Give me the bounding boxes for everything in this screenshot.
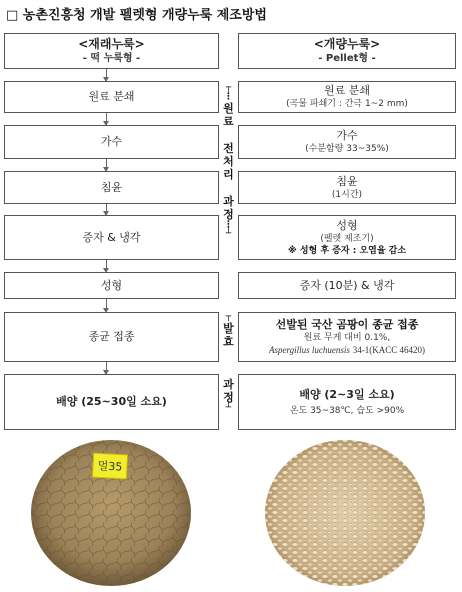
left-step-label: 원료 분쇄 — [88, 90, 135, 103]
left-step-label: 침윤 — [100, 180, 123, 194]
right-step-title: 배양 (2~3일 소요) — [299, 387, 395, 401]
ferment-char: 정 — [223, 391, 234, 404]
pretreat-char: 처 — [223, 155, 234, 168]
left-subheader: - 떡 누룩형 - — [82, 52, 141, 64]
pretreat-char: 원 — [223, 102, 234, 115]
left-step-label: 가수 — [100, 135, 123, 148]
right-step-title: 선발된 국산 곰팡이 종균 접종 — [275, 317, 419, 331]
pellet-nuruk-photo — [262, 438, 428, 588]
right-step-note: (1시간) — [331, 189, 363, 200]
left-header: <재래누룩> — [78, 36, 145, 51]
left-step-label: 증자 & 냉각 — [82, 230, 141, 244]
arrow-down — [106, 204, 107, 215]
right-step-note: (펠렛 제조기) — [320, 233, 374, 244]
left-step-steam — [4, 215, 219, 260]
left-step-inoculate — [4, 312, 219, 362]
right-step-note: (곡물 파쇄기 : 간극 1~2 mm) — [286, 99, 408, 109]
ferment-char: 과 — [223, 378, 234, 391]
right-header-box — [238, 33, 456, 69]
pretreat-char: 과 — [223, 195, 234, 208]
right-step-grind — [238, 81, 456, 113]
pretreat-char: 전 — [223, 142, 234, 155]
left-step-label: 종균 접종 — [88, 330, 135, 343]
right-step-shape — [238, 215, 456, 260]
pretreat-char: 정 — [223, 208, 234, 221]
arrow-down — [106, 362, 107, 374]
right-step-title: 성형 — [336, 218, 358, 232]
right-step-title: 침윤 — [336, 174, 358, 188]
right-step-soak — [238, 171, 456, 204]
right-step-culture — [238, 374, 456, 430]
dotted-line: ⋮ — [224, 92, 233, 102]
fermentation-label — [220, 313, 237, 413]
left-step-label: 배양 (25~30일 소요) — [56, 395, 167, 408]
traditional-nuruk-photo — [28, 438, 194, 588]
ferment-char: 발 — [223, 322, 234, 335]
strain-line — [269, 344, 425, 357]
arrow-down — [106, 299, 107, 312]
arrow-down — [106, 69, 107, 81]
right-step-inoculate — [238, 312, 456, 362]
document-title: □ 농촌진흥청 개발 펠렛형 개량누룩 제조방법 — [6, 8, 267, 23]
right-subheader: - Pellet형 - — [318, 52, 376, 64]
arrow-down — [106, 159, 107, 171]
bracket-top-icon: ┬ — [225, 312, 232, 322]
right-step-note: 온도 35~38℃, 습도 >90% — [289, 405, 405, 416]
species-name: Aspergillus luchuensis — [268, 344, 350, 355]
left-header-box — [4, 33, 219, 69]
pretreat-char: 료 — [223, 115, 234, 128]
bracket-bottom-icon: ┴ — [225, 403, 232, 413]
left-step-grind — [4, 81, 219, 113]
arrow-down — [106, 113, 107, 125]
bracket-bottom-icon: ┴ — [225, 229, 232, 239]
right-header: <개량누룩> — [313, 36, 381, 51]
pretreat-char: 리 — [223, 168, 234, 181]
right-step-warning: ※ 성형 후 증자 : 오염율 감소 — [287, 245, 407, 256]
bracket-top-icon: ┬ — [225, 83, 232, 93]
dotted-line: ⋮ — [224, 220, 233, 230]
right-step-water — [238, 125, 456, 159]
right-step-title: 원료 분쇄 — [323, 84, 370, 97]
right-step-title: 증자 (10분) & 냉각 — [299, 278, 395, 292]
left-step-label: 성형 — [100, 278, 123, 292]
sample-label: 멀35 — [97, 459, 123, 474]
left-step-soak — [4, 171, 219, 204]
right-step-note: (수분함량 33~35%) — [305, 144, 389, 154]
left-step-shape — [4, 272, 219, 299]
right-step-title: 가수 — [336, 129, 358, 142]
pretreatment-label — [220, 84, 237, 239]
right-step-note: 원료 무게 대비 0.1%, — [303, 332, 391, 343]
right-step-steam — [238, 272, 456, 299]
ferment-char: 효 — [223, 335, 234, 348]
left-step-water — [4, 125, 219, 159]
left-step-culture — [4, 374, 219, 430]
strain-id: 34-1(KACC 46420) — [352, 344, 426, 355]
arrow-down — [106, 260, 107, 272]
